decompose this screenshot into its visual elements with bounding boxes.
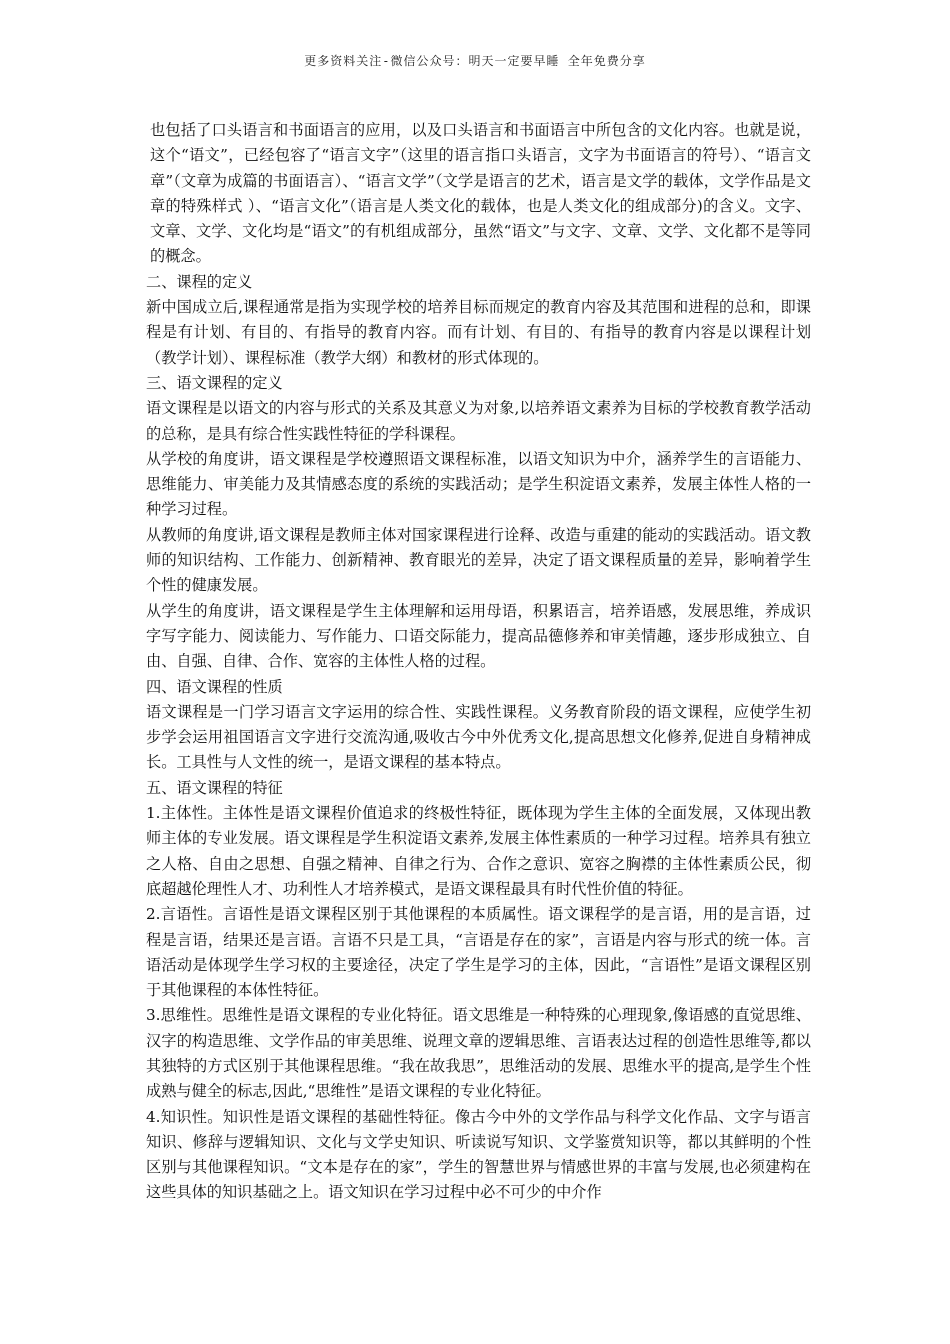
paragraph-course-definition: 新中国成立后,课程通常是指为实现学校的培养目标而规定的教育内容及其范围和进程的总和，即课程是有计划、有目的、有指导的教育内容。而有计划、有目的、有指导的教育内容是以课程计划（教学计划）、课程标准（教学大纲）和教材的形式体现的。 — [146, 298, 811, 367]
paragraph-chinese-course-definition: 语文课程是以语文的内容与形式的关系及其意义为对象,以培养语文素养为目标的学校教育教学活动的总称，是具有综合性实践性特征的学科课程。 — [146, 399, 811, 443]
paragraph-feature-knowledge: 4.知识性。知识性是语文课程的基础性特征。像古今中外的文学作品与科学文化作品、文字与语言知识、修辞与逻辑知识、文化与文学史知识、听读说写知识、文学鉴赏知识等，都以其鲜明的个性区别与其他课程知识。“文本是存在的家”，学生的智慧世界与情感世界的丰富与发展,也必须建构在这些具体的知识基础之上。语文知识在学习过程中必不可少的中介作 — [146, 1107, 811, 1202]
paragraph-course-nature: 语文课程是一门学习语言文字运用的综合性、实践性课程。义务教育阶段的语文课程，应使学生初步学会运用祖国语言文字进行交流沟通,吸收古今中外优秀文化,提高思想文化修养,促进自身精神成长。工具性与人文性的统一，是语文课程的基本特点。 — [146, 702, 811, 772]
paragraph-student-perspective: 从学生的角度讲，语文课程是学生主体理解和运用母语，积累语言，培养语感，发展思维，养成识字写字能力、阅读能力、写作能力、口语交际能力，提高品德修养和审美情趣，逐步形成独立、自由、自强、自律、合作、宽容的主体性人格的过程。 — [146, 601, 811, 671]
paragraph-school-perspective: 从学校的角度讲，语文课程是学校遵照语文课程标准，以语文知识为中介，涵养学生的言语能力、思维能力、审美能力及其情感态度的系统的实践活动；是学生积淀语文素养，发展主体性人格的一种学习过程。 — [146, 449, 811, 519]
heading-chinese-course-definition: 三、语文课程的定义 — [146, 373, 283, 392]
heading-course-definition: 二、课程的定义 — [146, 272, 253, 291]
paragraph-feature-thinking: 3.思维性。思维性是语文课程的专业化特征。语文思维是一种特殊的心理现象,像语感的直觉思维、汉字的构造思维、文学作品的审美思维、说理文章的逻辑思维、言语表达过程的创造性思维等,都以其独特的方式区别于其他课程思维。“我在故我思”，思维活动的发展、思维水平的提高,是学生个性成熟与健全的标志,因此,“思维性”是语文课程的专业化特征。 — [146, 1006, 811, 1101]
page-header: 更多资料关注-微信公众号：明天一定要早睡 全年免费分享 — [304, 54, 646, 68]
paragraph-feature-speech: 2.言语性。言语性是语文课程区别于其他课程的本质属性。语文课程学的是言语，用的是言语，过程是言语，结果还是言语。言语不只是工具，“言语是存在的家”，言语是内容与形式的统一体。言语活动是体现学生学习权的主要途径，决定了学生是学习的主体，因此，“言语性”是语文课程区别于其他课程的本体性特征。 — [146, 905, 811, 1000]
document-body — [146, 118, 811, 1206]
paragraph-teacher-perspective: 从教师的角度讲,语文课程是教师主体对国家课程进行诠释、改造与重建的能动的实践活动。语文教师的知识结构、工作能力、创新精神、教育眼光的差异，决定了语文课程质量的差异，影响着学生个性的健康发展。 — [146, 525, 811, 595]
paragraph-feature-subjectivity: 1.主体性。主体性是语文课程价值追求的终极性特征，既体现为学生主体的全面发展，又体现出教师主体的专业发展。语文课程是学生积淀语文素养,发展主体性素质的一种学习过程。培养具有独立之人格、自由之思想、自强之精神、自律之行为、合作之意识、宽容之胸襟的主体性素质公民，彻底超越伦理性人才、功利性人才培养模式，是语文课程最具有时代性价值的特征。 — [146, 804, 811, 898]
heading-course-nature: 四、语文课程的性质 — [146, 677, 283, 696]
heading-course-features: 五、语文课程的特征 — [146, 778, 283, 797]
paragraph-yuwen-meaning: 也包括了口头语言和书面语言的应用，以及口头语言和书面语言中所包含的文化内容。也就是说，这个“语文”，已经包容了“语言文字”（这里的语言指口头语言，文字为书面语言的符号）、“语言文章”（文章为成篇的书面语言）、“语言文学”（文学是语言的艺术，语言是文学的载体，文学作品是文章的特殊样式 ）、“语言文化”（语言是人类文化的载体，也是人类文化的组成部分)的含义。文字、文章、文学、文化均是“语文”的有机组成部分，虽然“语文”与文字、文章、文学、文化都不是等同的概念。 — [150, 121, 811, 266]
